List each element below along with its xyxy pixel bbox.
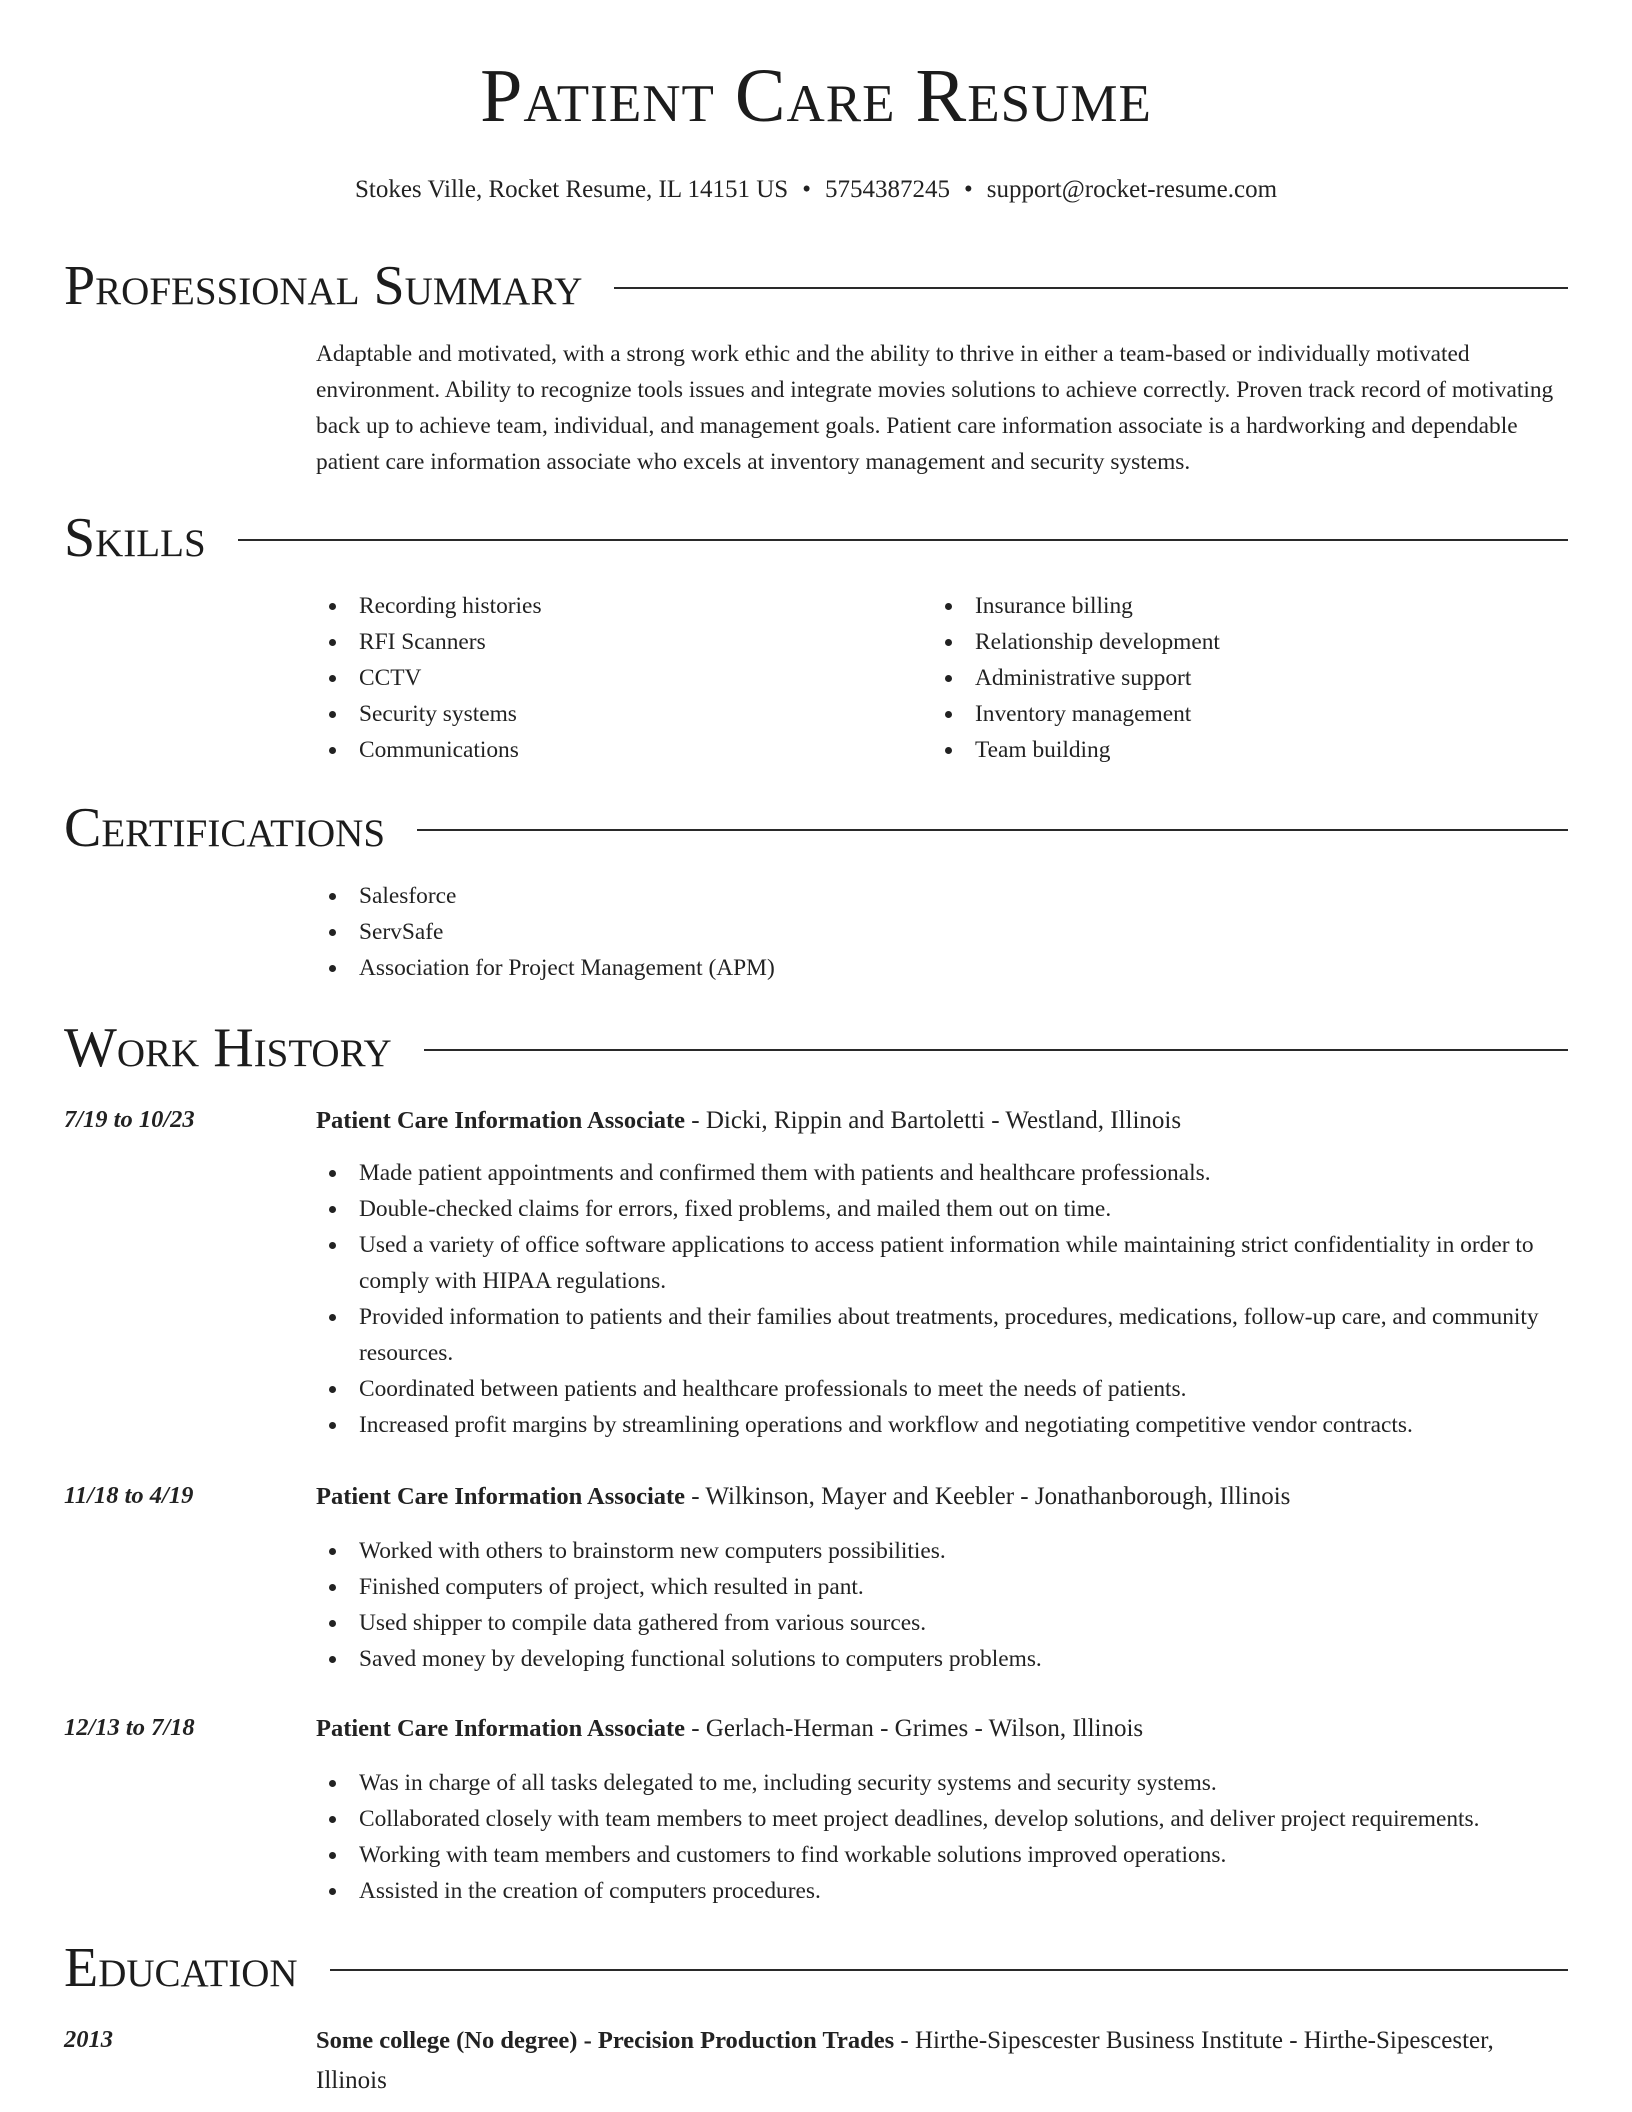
job-company: - Wilkinson, Mayer and Keebler - Jonathanborough, Illinois (685, 1483, 1291, 1510)
job-dates: 7/19 to 10/23 (64, 1106, 195, 1133)
section-divider (238, 539, 1568, 541)
skill-item: Communications (315, 732, 915, 768)
section-divider (424, 1049, 1568, 1051)
contact-address: Stokes Ville, Rocket Resume, IL 14151 US (354, 176, 789, 203)
job-duties (315, 1155, 1569, 1443)
job-duty-item: Worked with others to brainstorm new computers possibilities. (315, 1533, 1569, 1569)
job-title: Patient Care Information Associate (316, 1715, 686, 1742)
skill-item: Team building (931, 732, 1531, 768)
skill-item: Recording histories (315, 588, 915, 624)
certification-item: ServSafe (315, 914, 1569, 950)
section-heading-certifications (64, 797, 1568, 859)
summary-text: Adaptable and motivated, with a strong work ethic and the ability to thrive in either a team-based or individually motivated environment. Ability to recognize tools issues and integrate movies solutions to achieve correctly. Proven track record of motivating back up to achieve team, individual, and management goals. Patient care information associate is a hardworking and dependable patient care information associate who excels at inventory management and security systems. (316, 341, 1554, 475)
skill-item: RFI Scanners (315, 624, 915, 660)
contact-email: support@rocket-resume.com (986, 176, 1278, 203)
job-duty-item: Increased profit margins by streamlining operations and workflow and negotiating competitive vendor contracts. (315, 1407, 1569, 1443)
job-dates: 11/18 to 4/19 (64, 1482, 194, 1509)
education-degree: Some college (No degree) - Precision Production Trades (316, 2027, 895, 2054)
skill-item: CCTV (315, 660, 915, 696)
job-duty-item: Saved money by developing functional solutions to computers problems. (315, 1641, 1569, 1677)
section-divider (417, 829, 1568, 831)
section-divider (614, 287, 1568, 289)
skill-item: Security systems (315, 696, 915, 732)
section-title: Professional Summary (64, 255, 583, 317)
job-duty-item: Assisted in the creation of computers procedures. (315, 1873, 1579, 1909)
contact-separator: • (802, 176, 811, 203)
section-heading-skills (64, 507, 1568, 569)
job-title: Patient Care Information Associate (316, 1483, 686, 1510)
contact-separator: • (963, 176, 973, 203)
job-duty-item: Made patient appointments and confirmed them with patients and healthcare professionals. (315, 1155, 1569, 1191)
job-duty-item: Finished computers of project, which resulted in pant. (315, 1569, 1569, 1605)
skills-list-right (931, 588, 1531, 768)
job-dates: 12/13 to 7/18 (64, 1714, 195, 1741)
job-duty-item: Collaborated closely with team members to meet project deadlines, develop solutions, and deliver project requirements. (315, 1801, 1579, 1837)
job-duty-item: Coordinated between patients and healthcare professionals to meet the needs of patients. (315, 1371, 1569, 1407)
resume-name: Patient Care Resume (480, 54, 1152, 138)
job-company: - Dicki, Rippin and Bartoletti - Westland, Illinois (685, 1107, 1182, 1134)
section-title: Work History (64, 1017, 392, 1079)
job-duty-item: Used a variety of office software applications to access patient information while maintaining strict confidentiality in order to comply with HIPAA regulations. (315, 1227, 1569, 1299)
certification-item: Salesforce (315, 878, 1569, 914)
job-duties (315, 1533, 1569, 1677)
skill-item: Inventory management (931, 696, 1531, 732)
section-heading-summary (64, 255, 1568, 317)
section-title: Skills (64, 507, 206, 569)
skill-item: Insurance billing (931, 588, 1531, 624)
section-heading-education (64, 1937, 1568, 1999)
job-header (316, 1709, 1570, 1749)
contact-phone: 5754387245 (824, 176, 950, 203)
job-company: - Gerlach-Herman - Grimes - Wilson, Illinois (685, 1715, 1144, 1742)
certifications-list (315, 878, 1569, 986)
skills-list-left (315, 588, 915, 768)
section-heading-work-history (64, 1017, 1568, 1079)
section-divider (330, 1969, 1568, 1971)
skill-item: Administrative support (931, 660, 1531, 696)
job-title: Patient Care Information Associate (316, 1107, 686, 1134)
section-title: Education (64, 1937, 298, 1999)
job-header (316, 1101, 1570, 1141)
skill-item: Relationship development (931, 624, 1531, 660)
education-year: 2013 (64, 2026, 113, 2053)
education-school: - Hirthe-Sipescester Business Institute - Hirthe-Sipescester, Illinois (316, 2027, 1494, 2094)
job-duties (315, 1765, 1579, 1909)
job-header (316, 1477, 1570, 1517)
job-duty-item: Used shipper to compile data gathered from various sources. (315, 1605, 1569, 1641)
certification-item: Association for Project Management (APM) (315, 950, 1569, 986)
job-duty-item: Double-checked claims for errors, fixed problems, and mailed them out on time. (315, 1191, 1569, 1227)
job-duty-item: Working with team members and customers to find workable solutions improved operations. (315, 1837, 1579, 1873)
education-entry (316, 2021, 1570, 2101)
contact-line (0, 176, 1632, 204)
job-duty-item: Was in charge of all tasks delegated to me, including security systems and security systems. (315, 1765, 1579, 1801)
job-duty-item: Provided information to patients and their families about treatments, procedures, medications, follow-up care, and community resources. (315, 1299, 1569, 1371)
section-title: Certifications (64, 797, 386, 859)
